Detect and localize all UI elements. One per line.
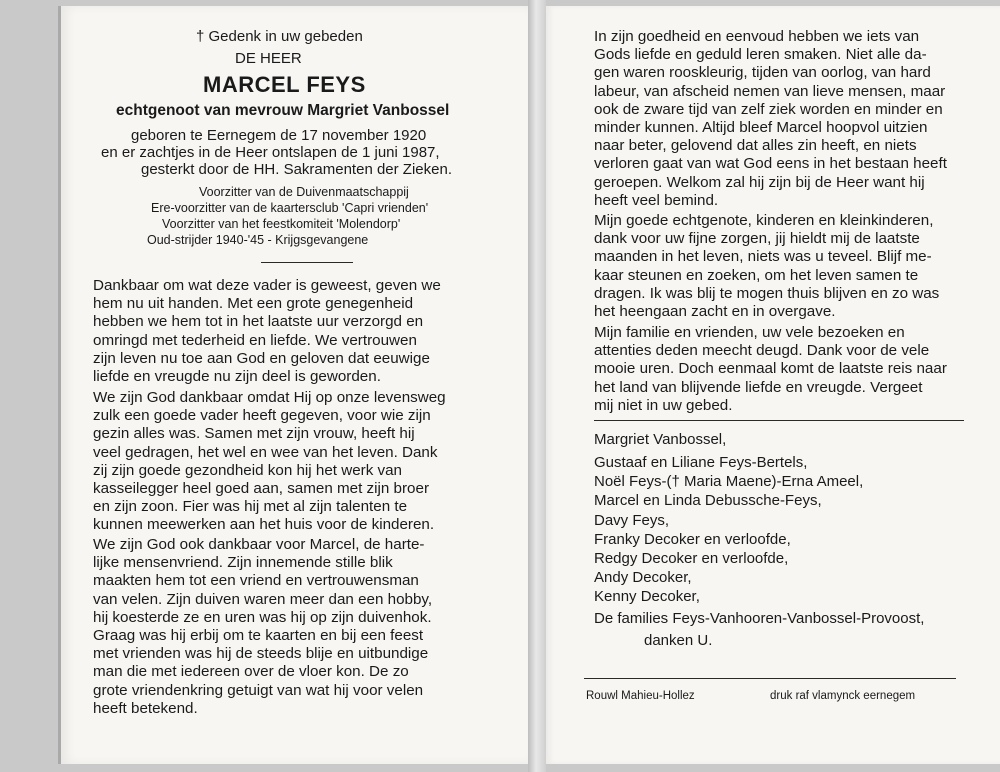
- text-line: veel gedragen, het wel en wee van het leven. Dank: [93, 443, 438, 461]
- printer-credit: druk raf vlamynck eernegem: [770, 690, 916, 702]
- text-line: hebben we hem tot in het laatste uur verzorgd en: [93, 313, 424, 331]
- family-member: Redgy Decoker en verloofde,: [594, 550, 789, 567]
- text-line: en zijn zoon. Fier was hij met al zijn talenten te: [93, 498, 408, 516]
- text-line: zij zijn goede gezondheid kon hij het werk van: [93, 461, 403, 479]
- text-line: Mijn goede echtgenote, kinderen en kleinkinderen,: [594, 212, 934, 229]
- paragraph: [93, 277, 511, 386]
- family-children: [594, 453, 863, 510]
- family-families: De families Feys-Vanhooren-Vanbossel-Provoost,: [594, 610, 925, 627]
- text-line: attenties deden meecht deugd. Dank voor de vele: [594, 342, 930, 360]
- text-line: het land van blijvende liefde en vreugde. Vergeet: [594, 378, 923, 396]
- title-line: DE HEER: [235, 50, 302, 67]
- text-line: heeft betekend.: [93, 699, 198, 717]
- text-line: maakten hem tot een vriend en vertrouwensman: [93, 572, 419, 590]
- text-line: gen waren rooskleurig, tijden van oorlog, van hard: [594, 64, 931, 82]
- family-widow: Margriet Vanbossel,: [594, 431, 727, 448]
- family-member: Gustaaf en Liliane Feys-Bertels,: [594, 454, 808, 471]
- text-line: maanden in het leven, niets was u teveel. Blijf me-: [594, 248, 932, 266]
- text-line: man die met iedereen over de vloer kon. De zo: [93, 663, 409, 681]
- right-page: [546, 6, 1000, 764]
- book-gutter: [528, 0, 546, 772]
- prayer-line: † Gedenk in uw gebeden: [196, 28, 363, 45]
- text-line: We zijn God ook dankbaar voor Marcel, de harte-: [93, 536, 425, 553]
- text-line: met vrienden was hij de steeds blije en uitbundige: [93, 645, 429, 663]
- paragraph: [594, 212, 984, 321]
- text-line: zulk een goede vader heeft gegeven, voor wie zijn: [93, 407, 431, 425]
- birth-line: geboren te Eernegem de 17 november 1920: [131, 127, 427, 144]
- family-member: Noël Feys-(† Maria Maene)-Erna Ameel,: [594, 473, 864, 490]
- text-line: het heengaan zacht en in overgave.: [594, 303, 836, 321]
- divider: [594, 420, 964, 421]
- text-line: geroepen. Welkom zal hij zijn bij de Heer want hij: [594, 173, 925, 191]
- text-line: Gods liefde en geduld leren smaken. Niet alle da-: [594, 46, 927, 64]
- paragraph: [93, 536, 511, 718]
- text-line: In zijn goedheid en eenvoud hebben we iets van: [594, 28, 920, 45]
- text-line: grote vriendenkring getuigt van wat hij voor velen: [93, 681, 424, 699]
- deceased-name: MARCEL FEYS: [203, 72, 366, 97]
- text-line: van velen. Zijn duiven waren meer dan een hobby,: [93, 590, 433, 608]
- family-member: Davy Feys,: [594, 512, 670, 529]
- sacraments-line: gesterkt door de HH. Sakramenten der Zieken.: [141, 161, 452, 178]
- footer-divider: [584, 678, 956, 679]
- text-line: hem nu uit handen. Met een grote genegenheid: [93, 295, 414, 313]
- funeral-home: Rouwl Mahieu-Hollez: [586, 690, 695, 702]
- text-line: ook de zware tijd van zelf ziek worden en minder en: [594, 100, 943, 118]
- text-line: labeur, van afscheid nemen van lieve mensen, maar: [594, 82, 946, 100]
- text-line: kasseilegger heel goed aan, samen met zijn broer: [93, 480, 430, 498]
- role-line: Oud-strijder 1940-'45 - Krijgsgevangene: [147, 233, 369, 247]
- text-line: kaar steunen en zoeken, om het leven samen te: [594, 266, 919, 284]
- role-line: Ere-voorzitter van de kaartersclub 'Capri vrienden': [151, 201, 429, 215]
- text-line: mij niet in uw gebed.: [594, 396, 733, 414]
- family-member: Kenny Decoker,: [594, 588, 700, 605]
- family-member: Marcel en Linda Debussche-Feys,: [594, 492, 822, 509]
- role-line: Voorzitter van de Duivenmaatschappij: [199, 185, 409, 199]
- text-line: omringd met tederheid en liefde. We vertrouwen: [93, 331, 417, 349]
- text-line: verloren gaat van wat God eens in het bestaan heeft: [594, 155, 947, 173]
- text-line: liefde en vreugde nu zijn deel is geworden.: [93, 368, 381, 386]
- paragraph: [93, 389, 511, 535]
- role-line: Voorzitter van het feestkomiteit 'Molendorp': [162, 217, 401, 231]
- text-line: Mijn familie en vrienden, uw vele bezoeken en: [594, 324, 905, 341]
- text-line: Dankbaar om wat deze vader is geweest, geven we: [93, 277, 441, 294]
- family-member: Franky Decoker en verloofde,: [594, 531, 791, 548]
- text-line: We zijn God dankbaar omdat Hij op onze levensweg: [93, 389, 446, 406]
- text-line: naar beter, gelovend dat alles zin heeft, en niets: [594, 137, 917, 155]
- text-line: dragen. Ik was blij te mogen thuis blijven en zo was: [594, 284, 940, 302]
- family-member: Andy Decoker,: [594, 569, 692, 586]
- text-line: Graag was hij erbij om te kaarten en bij een feest: [93, 627, 424, 645]
- text-line: zijn leven nu toe aan God en geloven dat eeuwige: [93, 349, 430, 367]
- divider: [261, 262, 353, 263]
- text-line: heeft veel bemind.: [594, 191, 719, 209]
- paragraph: [594, 324, 984, 415]
- text-line: dank voor uw fijne zorgen, jij hieldt mij de laatste: [594, 230, 920, 248]
- text-line: mooie uren. Doch eenmaal komt de laatste reis naar: [594, 360, 947, 378]
- left-page: [58, 6, 528, 764]
- text-line: lijke mensenvriend. Zijn innemende stille blik: [93, 554, 393, 572]
- text-line: hij koesterde ze en uren was hij op zijn duivenhok.: [93, 608, 432, 626]
- family-grandchildren: [594, 511, 791, 606]
- family-thanks: danken U.: [644, 632, 713, 649]
- paragraph: [594, 28, 984, 210]
- spouse-line: echtgenoot van mevrouw Margriet Vanbossel: [116, 102, 450, 119]
- death-line: en er zachtjes in de Heer ontslapen de 1 juni 1987,: [101, 144, 440, 161]
- text-line: gezin alles was. Samen met zijn vrouw, heeft hij: [93, 425, 415, 443]
- text-line: kunnen meewerken aan het huis voor de kinderen.: [93, 516, 435, 534]
- text-line: minder kunnen. Altijd bleef Marcel hoopvol uitzien: [594, 119, 928, 137]
